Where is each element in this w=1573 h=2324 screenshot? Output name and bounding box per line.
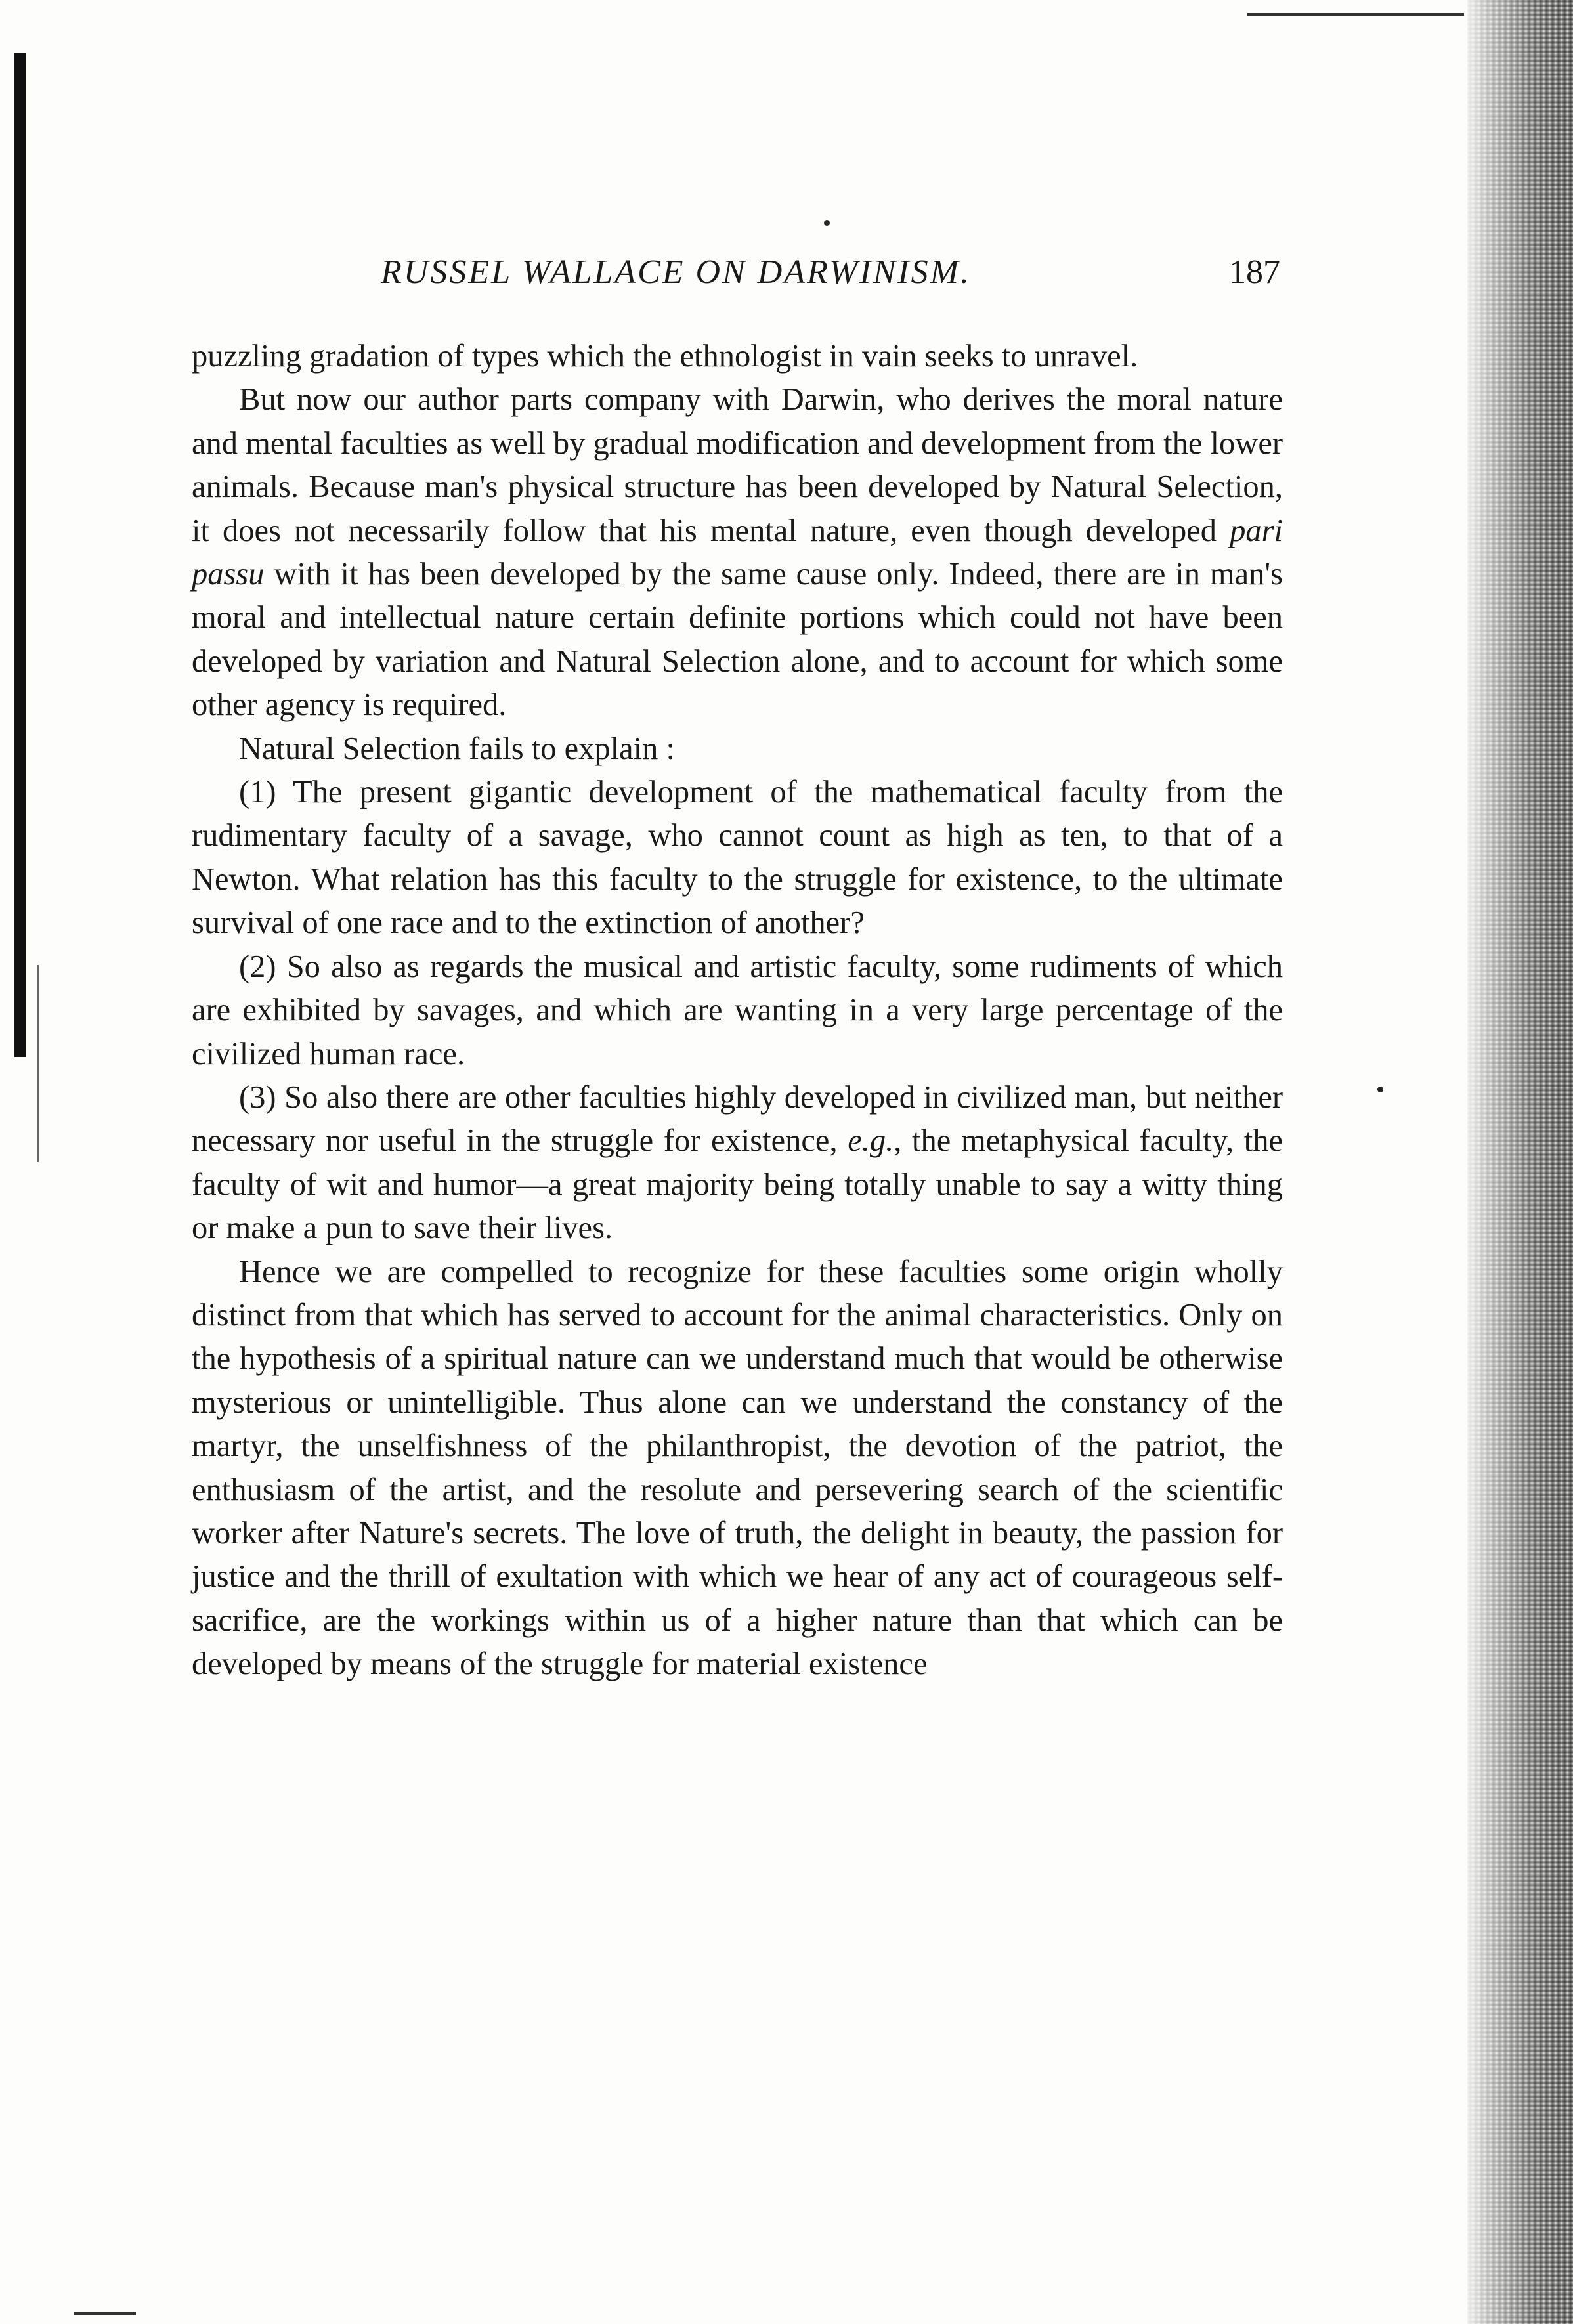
paragraph: (2) So also as regards the musical and artistic faculty, some rudiments of which are exhibited by savages, and which are wanting in a very large percentage of the civilized human race. <box>192 949 1283 1071</box>
body-text <box>192 335 1283 1687</box>
scan-edge-line <box>37 965 39 1162</box>
paragraph: (1) The present gigantic development of the mathematical faculty from the rudimentary faculty of a savage, who cannot count as high as ten, to that of a Newton. What relation has this faculty to the struggle for existence, to the ultimate survival of one race and to the extinction of another? <box>192 775 1283 941</box>
scan-speck <box>824 220 830 226</box>
text-run: (3) So also there are other faculties highly developed in civilized man, but neither necessary nor useful in the struggle for existence, <box>192 1079 1283 1159</box>
paragraph <box>192 378 1283 727</box>
page-number: 187 <box>1229 253 1280 291</box>
scan-binding-shadow <box>14 53 26 1057</box>
paragraph: Hence we are compelled to recognize for these faculties some origin wholly distinct from that which has served to account for the animal characteristics. Only on the hypothesis of a spiritual nature can we understand much that would be otherwise mysterious or unintelligible. Thus alone can we understand the constancy of the martyr, the unselfishness of the philanthropist, the devotion of the patriot, the enthusiasm of the artist, and the resolute and persevering search of the scientific worker after Nature's secrets. The love of truth, the delight in beauty, the passion for justice and the thrill of exultation with which we hear of any act of courageous self-sacrifice, are the workings within us of a higher nature than that which can be developed by means of the struggle for material existence <box>192 1254 1283 1682</box>
italic-phrase: e.g. <box>848 1123 894 1159</box>
paragraph: puzzling gradation of types which the ethnologist in vain seeks to unravel. <box>192 339 1138 374</box>
text-run: But now our author parts company with Darwin, who derives the moral nature and mental faculties as well by gradual modification and development from the lower animals. Because man's physical structure has been developed by Natural Selection, it does not necessarily follow that his mental nature, even though developed <box>192 382 1283 548</box>
text-run: , the metaphysical faculty, the faculty of wit and humor—a great majority being totally unable to say a witty thing or make a pun to save their lives. <box>192 1123 1283 1246</box>
running-header <box>190 253 1280 299</box>
running-title: RUSSEL WALLACE ON DARWINISM. <box>381 253 971 291</box>
paragraph <box>192 1076 1283 1251</box>
text-run: with it has been developed by the same cause only. Indeed, there are in man's moral and intellectual nature certain definite portions which could not have been developed by variation and Natural Selection alone, and to account for which some other agency is required. <box>192 557 1283 723</box>
scan-top-rule <box>1247 13 1464 16</box>
scan-speck <box>1377 1087 1383 1092</box>
scan-bottom-mark <box>74 2312 136 2315</box>
scan-page-edge-fade <box>1467 0 1573 2324</box>
italic-phrase: pari passu <box>192 513 1283 592</box>
paragraph: Natural Selection fails to explain : <box>239 731 675 766</box>
